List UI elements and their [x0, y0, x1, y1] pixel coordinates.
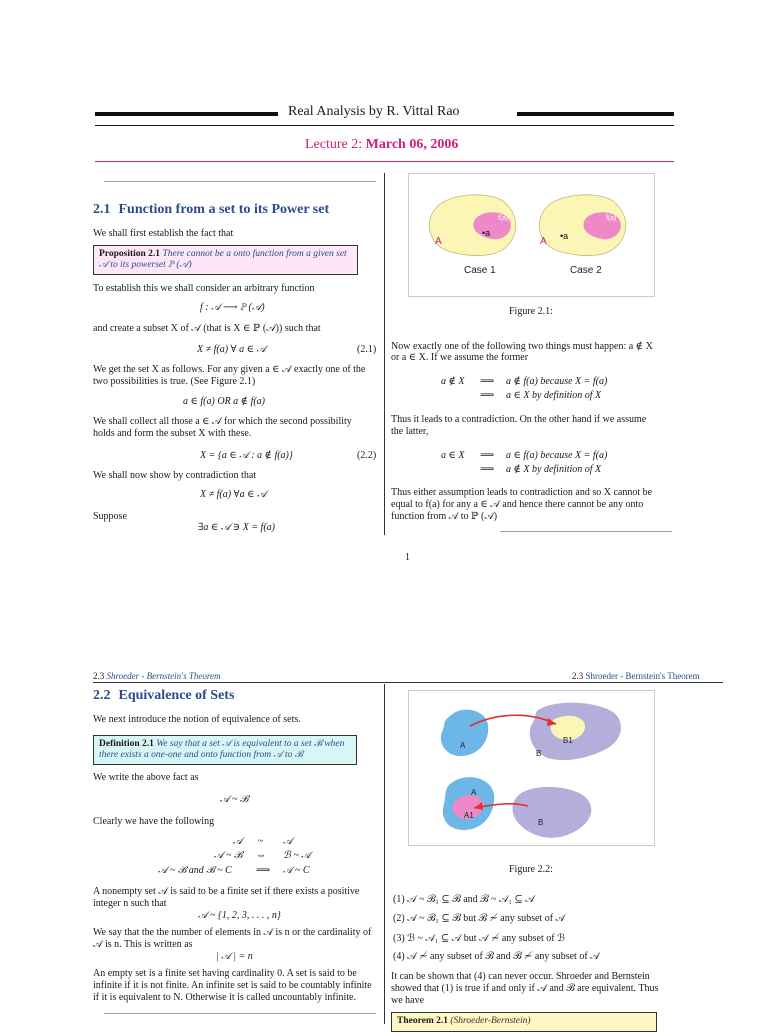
para-collect-2: holds and form the subset X with these.	[93, 428, 252, 439]
para-num-1: We say that the the number of elements in 𝒜 is n or the cardinality of	[93, 927, 372, 938]
figure-2-2	[408, 690, 653, 844]
case2-implies-1: ⟹	[480, 450, 495, 461]
definition-label: Definition 2.1	[99, 739, 154, 749]
equation-exists: ∃a ∈ 𝒜 ∋ X = f(a)	[198, 522, 275, 533]
para-write: We write the above fact as	[93, 772, 199, 783]
equation-2-1-number: (2.1)	[357, 344, 377, 355]
case1-fa-label: f(a)	[498, 215, 509, 222]
para-empty-2: infinite if it is not finite. An infinite set is said to be countably infinite	[93, 980, 372, 991]
para-num-2: 𝒜 is n. This is written as	[93, 939, 193, 950]
case2-implies-2: ⟹	[480, 464, 495, 475]
para-get-2: two possibilities is true. (See Figure 2.1)	[93, 376, 256, 387]
proposition-box	[93, 245, 358, 275]
para-arbitrary: To establish this we shall consider an arbitrary function	[93, 283, 315, 294]
theorem-box	[391, 1012, 657, 1032]
para-shown-2: showed that (1) is true if and only if 𝒜 and ℬ are equivalent. Thus	[391, 983, 659, 994]
case2-fa-label: f(a)	[606, 215, 617, 222]
definition-text-1: We say that a set 𝒜 is equivalent to a set ℬ when	[156, 739, 345, 749]
equation-or: a ∈ f(a) OR a ∉ f(a)	[183, 396, 266, 407]
theorem-text: (Shroeder-Bernstein)	[450, 1016, 531, 1026]
lecture-heading	[305, 137, 458, 153]
section-2-1-heading: 2.1 Function from a set to its Power set	[93, 202, 330, 217]
para-create: and create a subset X of 𝒜 (that is X ∈ ℙ (𝒜)) such that	[93, 323, 321, 334]
para-empty-1: An empty set is a finite set having cardinality 0. A set is said to be	[93, 968, 357, 979]
para-shown-1: It can be shown that (4) can never occur. Shroeder and Bernstein	[391, 971, 650, 982]
case1-implies-2: ⟹	[480, 390, 495, 401]
para-collect-1: We shall collect all those a ∈ 𝒜 for which the second possibility	[93, 416, 352, 427]
case2-caption: Case 2	[570, 265, 602, 276]
intro-text: We shall first establish the fact that	[93, 228, 234, 239]
header-rule-bottom	[95, 125, 674, 126]
rel-row3-mid: ⟹	[256, 865, 271, 876]
right-para-thus-1: Thus it leads to a contradiction. On the other hand if we assume	[391, 414, 647, 425]
page2-column-divider	[384, 684, 385, 1024]
case-2: (2) 𝒜 ~ ℬ₁ ⊆ ℬ but ℬ ≁ any subset of 𝒜	[393, 913, 565, 924]
right-para-now-2: or a ∈ X. If we assume the former	[391, 352, 529, 363]
bottom-a-label: A	[471, 788, 477, 797]
bottom-b-label: B	[538, 818, 544, 827]
case2-point-a: •a	[560, 231, 569, 241]
case2-left: a ∈ X	[441, 450, 465, 461]
equation-finite: 𝒜 ~ {1, 2, 3, . . . , n}	[198, 910, 281, 921]
equation-f: f : 𝒜 ⟶ ℙ (𝒜)	[200, 302, 265, 313]
header-rule-left	[95, 112, 278, 116]
lecture-prefix: Lecture 2:	[305, 137, 363, 152]
top-b1-label: B1	[563, 736, 573, 745]
rel-row1-left: 𝒜	[233, 836, 243, 847]
para-shown-3: we have	[391, 995, 425, 1006]
definition-box	[93, 735, 357, 765]
right-para-now-1: Now exactly one of the following two things must happen: a ∉ X	[391, 341, 653, 352]
lecture-date: March 06, 2006	[365, 137, 459, 152]
case-3: (3) ℬ ~ 𝒜₁ ⊆ 𝒜 but 𝒜 ≁ any subset of ℬ	[393, 933, 565, 944]
proposition-text-1: There cannot be a onto function from a given set	[162, 249, 347, 259]
case2-right-2: a ∉ X by definition of X	[506, 464, 602, 475]
rel-row1-mid: ~	[258, 836, 264, 847]
theorem-label: Theorem 2.1	[397, 1016, 449, 1026]
right-para-either-1: Thus either assumption leads to contradiction and so X cannot be	[391, 487, 653, 498]
right-end-rule	[500, 531, 672, 532]
case1-caption: Case 1	[464, 265, 496, 276]
rel-row3-left: 𝒜 ~ ℬ and ℬ ~ C	[158, 865, 232, 876]
para-suppose: Suppose	[93, 511, 127, 522]
case1-a-label: A	[435, 236, 442, 247]
case2-right-1: a ∈ f(a) because X = f(a)	[506, 450, 608, 461]
proposition-text-2: 𝒜 to its powerset ℙ (𝒜)	[99, 260, 192, 270]
definition-text-2: there exists a one-one and onto function from 𝒜 to ℬ	[99, 750, 303, 760]
rel-row2-left: 𝒜 ~ ℬ	[214, 850, 243, 861]
rel-row2-mid: ⇔	[256, 850, 266, 861]
para-clearly: Clearly we have the following	[93, 816, 215, 827]
equation-2-1: X ≠ f(a) ∀ a ∈ 𝒜	[197, 344, 266, 355]
top-a-label: A	[460, 741, 466, 750]
para-finite-2: integer n such that	[93, 898, 167, 909]
bottom-a1-label: A1	[464, 811, 474, 820]
top-b-label: B	[536, 749, 542, 758]
rel-row3-right: 𝒜 ~ C	[283, 865, 310, 876]
running-head-left: 2.3 Shroeder - Bernstein's Theorem	[93, 671, 221, 681]
running-head-rule	[93, 682, 723, 683]
lecture-rule	[95, 161, 674, 162]
figure-2-1	[408, 173, 653, 295]
case1-right-1: a ∉ f(a) because X = f(a)	[506, 376, 608, 387]
case1-right-2: a ∈ X by definition of X	[506, 390, 602, 401]
para-finite-1: A nonempty set 𝒜 is said to be a finite set if there exists a positive	[93, 886, 360, 897]
equation-sim: 𝒜 ~ ℬ	[220, 794, 249, 805]
page2-intro: We next introduce the notion of equivalence of sets.	[93, 714, 301, 725]
figure-2-1-caption: Figure 2.1:	[509, 306, 553, 317]
case1-point-a: •a	[482, 228, 491, 238]
column-top-rule	[104, 181, 376, 182]
page-number: 1	[405, 552, 410, 563]
header-rule-right	[517, 112, 674, 116]
proposition-label: Proposition 2.1	[99, 249, 161, 259]
rel-row1-right: 𝒜	[283, 836, 293, 847]
figure-2-2-caption: Figure 2.2:	[509, 864, 553, 875]
case-4: (4) 𝒜 ≁ any subset of ℬ and ℬ ≁ any subset of 𝒜	[393, 951, 600, 962]
right-para-either-3: function from 𝒜 to ℙ (𝒜)	[391, 511, 498, 522]
equation-2-2-number: (2.2)	[357, 450, 377, 461]
equation-ne: X ≠ f(a) ∀a ∈ 𝒜	[200, 489, 267, 500]
section-2-2-heading: 2.2 Equivalence of Sets	[93, 688, 235, 703]
case1-left: a ∉ X	[441, 376, 465, 387]
right-para-thus-2: the latter,	[391, 426, 429, 437]
equation-card: | 𝒜 | = n	[216, 951, 253, 962]
column-divider	[384, 173, 385, 535]
case-1: (1) 𝒜 ~ ℬ₁ ⊆ ℬ and ℬ ~ 𝒜₁ ⊆ 𝒜	[393, 894, 535, 905]
running-head-right: 2.3 Shroeder - Bernstein's Theorem	[572, 671, 700, 681]
para-show: We shall now show by contradiction that	[93, 470, 257, 481]
book-title: Real Analysis by R. Vittal Rao	[288, 104, 460, 119]
right-para-either-2: equal to f(a) for any a ∈ 𝒜 and hence there cannot be any onto	[391, 499, 644, 510]
rel-row2-right: ℬ ~ 𝒜	[283, 850, 311, 861]
case2-a-label: A	[540, 236, 547, 247]
left-bottom-rule	[104, 1013, 376, 1014]
equation-2-2: X = {a ∈ 𝒜 : a ∉ f(a)}	[200, 450, 293, 461]
bottom-set-b-shape	[513, 787, 592, 838]
para-empty-3: if it is equivalent to N. Otherwise it is called uncountably infinite.	[93, 992, 356, 1003]
para-get-1: We get the set X as follows. For any given a ∈ 𝒜 exactly one of the	[93, 364, 366, 375]
case1-implies-1: ⟹	[480, 376, 495, 387]
